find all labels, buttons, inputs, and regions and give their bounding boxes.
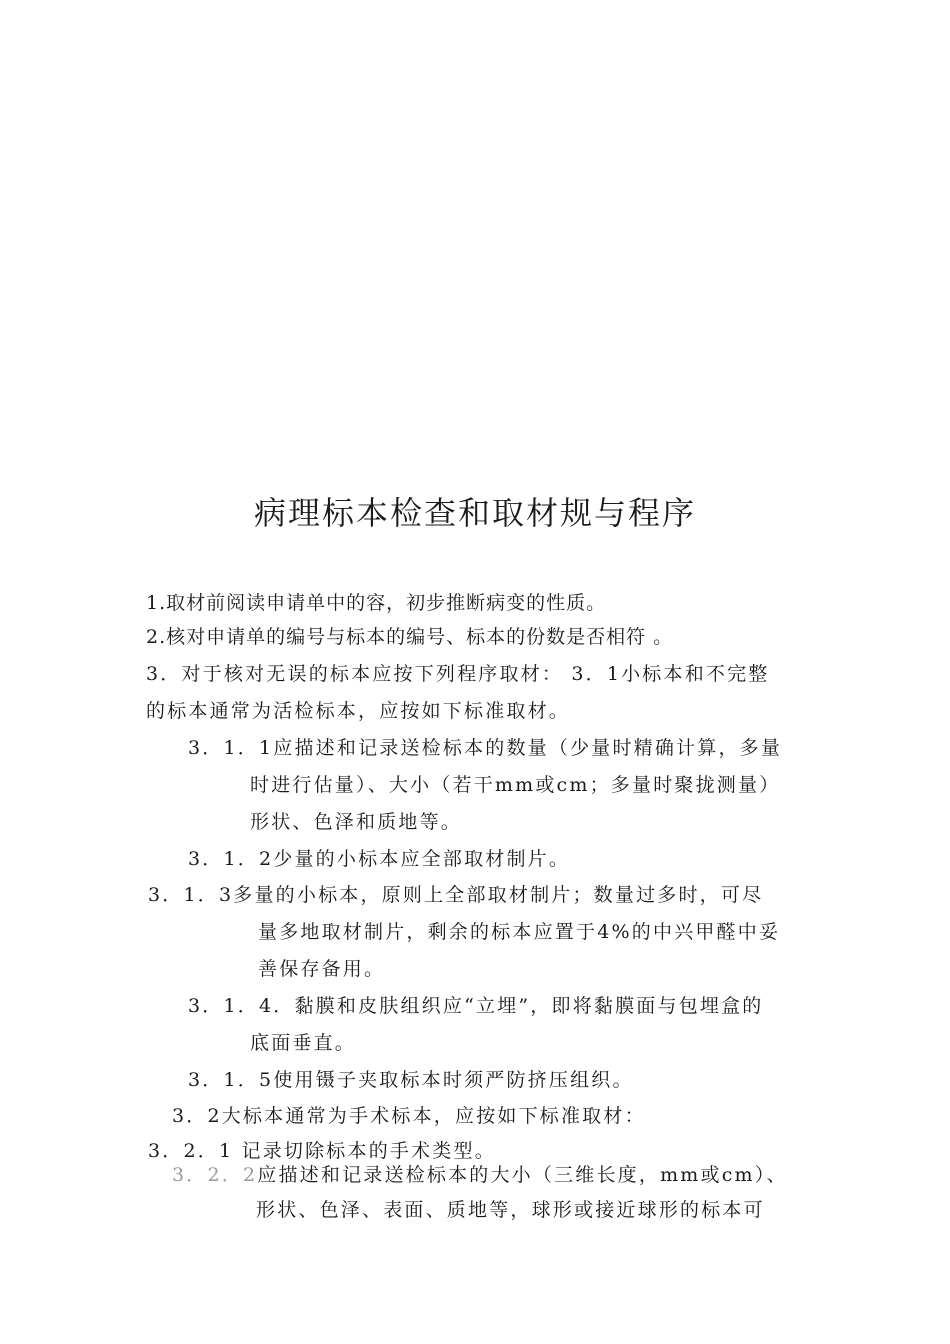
- paragraph-line: 3．1．1应描述和记录送检标本的数量（少量时精确计算，多量: [188, 737, 783, 759]
- paragraph-line: 形状、色泽和质地等。: [250, 811, 463, 833]
- paragraph-line: 善保存备用。: [258, 958, 386, 980]
- section-number-faint: 3．2．2: [172, 1164, 258, 1186]
- paragraph-line: 3．对于核对无误的标本应按下列程序取材： 3．1小标本和不完整: [146, 663, 770, 685]
- paragraph-line: 3．1．2少量的小标本应全部取材制片。: [188, 848, 571, 870]
- paragraph-line: 3．1．4．黏膜和皮肤组织应“立埋”，即将黏膜面与包埋盒的: [188, 995, 764, 1017]
- paragraph-line: 底面垂直。: [250, 1032, 357, 1054]
- paragraph-line: 3．2．1 记录切除标本的手术类型。: [148, 1140, 496, 1162]
- document-title: 病理标本检查和取材规与程序: [253, 494, 696, 532]
- paragraph-line: 形状、色泽、表面、质地等，球形或接近球形的标本可: [256, 1199, 765, 1221]
- paragraph-line: 1.取材前阅读申请单中的容，初步推断病变的性质。: [146, 592, 607, 614]
- paragraph-text: 应描述和记录送检标本的大小（三维长度，mm或cm）、: [257, 1164, 788, 1186]
- paragraph-line: 量多地取材制片，剩余的标本应置于4%的中兴甲醛中妥: [258, 921, 781, 943]
- paragraph-line: 的标本通常为活检标本，应按如下标准取材。: [146, 700, 571, 722]
- paragraph-line: 3．2大标本通常为手术标本，应按如下标准取材：: [172, 1105, 646, 1127]
- paragraph-line: 时进行估量）、大小（若干mm或cm；多量时聚拢测量）: [250, 774, 781, 796]
- paragraph-line: 3．1．5使用镊子夹取标本时须严防挤压组织。: [188, 1069, 634, 1091]
- paragraph-line: 2.核对申请单的编号与标本的编号、标本的份数是否相符 。: [146, 626, 674, 648]
- paragraph-line: 3．1．3多量的小标本，原则上全部取材制片；数量过多时，可尽: [148, 884, 764, 906]
- paragraph-line: [172, 1160, 788, 1190]
